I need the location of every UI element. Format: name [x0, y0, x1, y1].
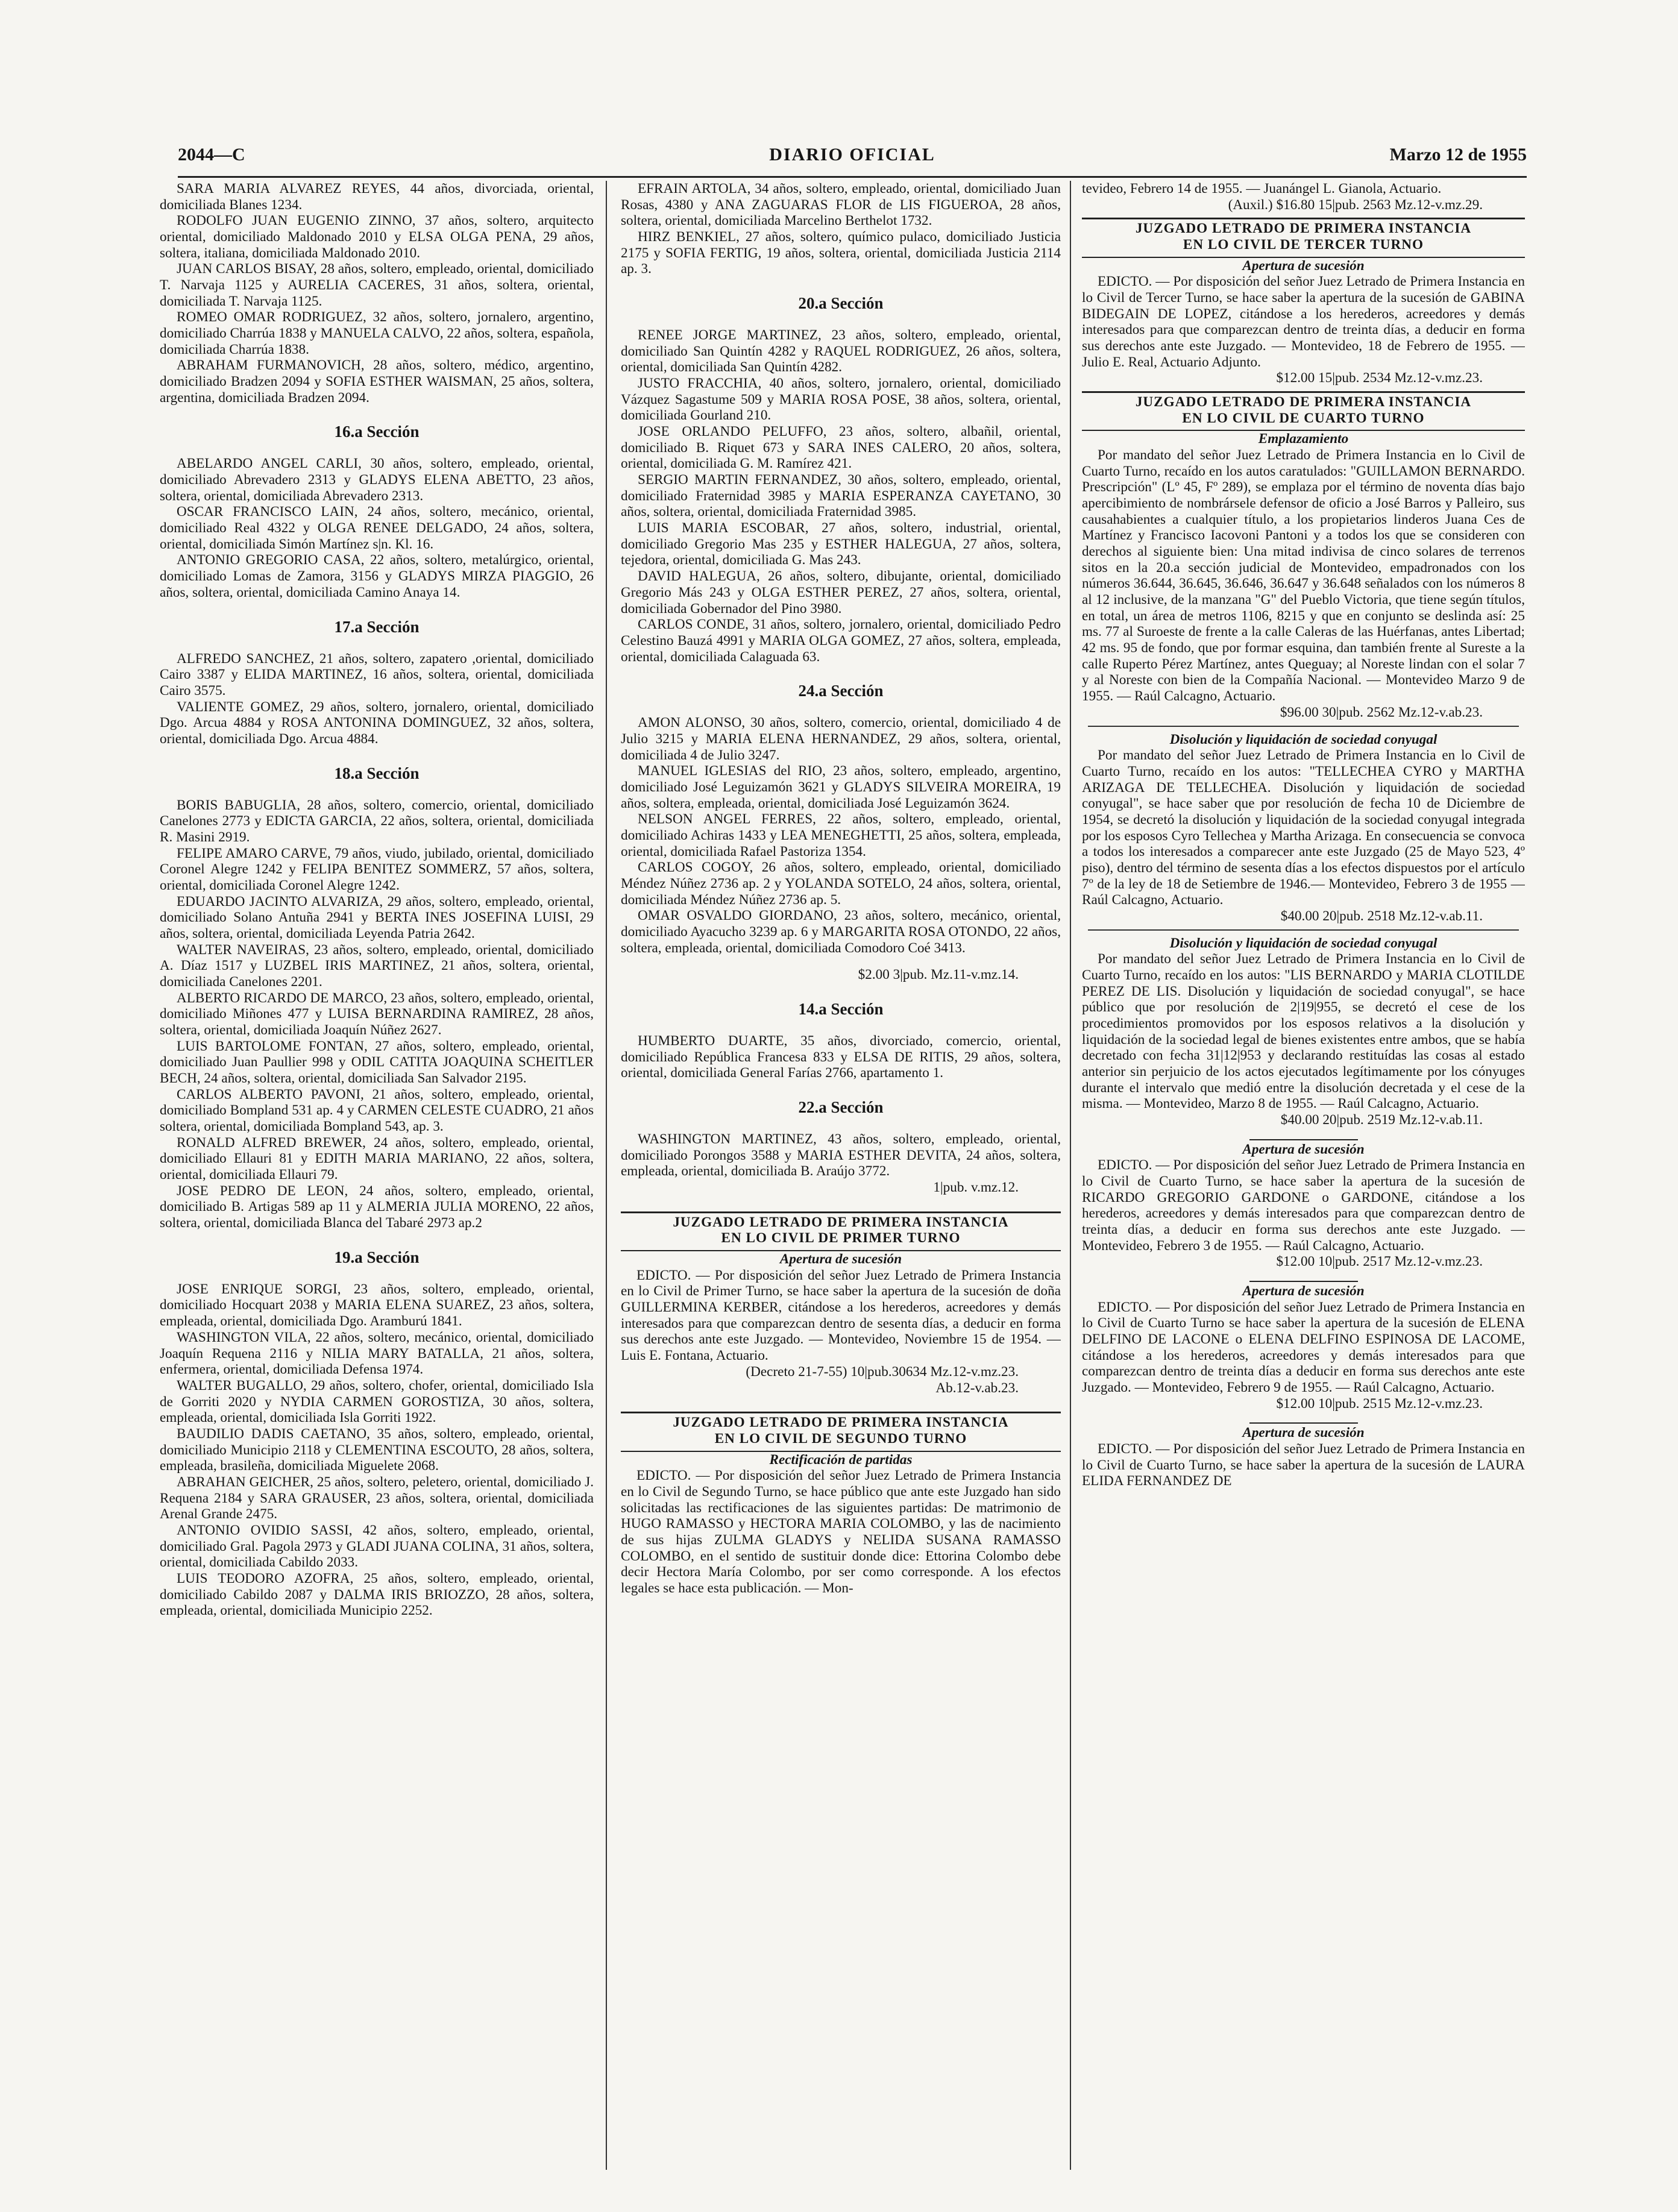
registry-entry: EDUARDO JACINTO ALVARIZA, 29 años, soltero, empleado, oriental, domiciliado Solano Antuña 2941 y BERTA INES JOSEFINA LUISI, 29 años, soltera, oriental, domiciliada Leyenda Patria 2642.	[160, 893, 594, 941]
registry-entry: JOSE ENRIQUE SORGI, 23 años, soltero, empleado, oriental, domiciliado Hocquart 2038 y MARIA ELENA SUAREZ, 23 años, soltera, empleada, oriental, domiciliada Dgo. Aramburú 1841.	[160, 1281, 594, 1330]
court-heading: JUZGADO LETRADO DE PRIMERA INSTANCIA	[673, 1415, 1009, 1431]
registry-entry: HUMBERTO DUARTE, 35 años, divorciado, comercio, oriental, domiciliado República Francesa 833 y ELSA DE RITIS, 29 años, soltera, oriental, domiciliada General Farías 2766, apartamento 1.	[621, 1033, 1061, 1081]
registry-entry: BORIS BABUGLIA, 28 años, soltero, comercio, oriental, domiciliado Canelones 2773 y EDICTA GARCIA, 22 años, soltera, oriental, domiciliada R. Masini 2919.	[160, 797, 594, 845]
notice-body: Por mandato del señor Juez Letrado de Primera Instancia en lo Civil de Cuarto Turno, recaído en los autos caratulados: "GUILLAMON BERNARDO. Prescripción" (Lº 45, Fº 289), se emplaza por el término de noventa días bajo apercibimiento de nombrársele defensor de oficio a José Barros y Palleiro, sus causahabientes a cualquier título, a los propietarios linderos Juana Ces de Martínez y Francisco Iacovoni Pantoni y a todos los que se consideren con derechos al siguiente bien: Una mitad indivisa de cinco solares de terrenos sitos en la 20.a sección judicial de Montevideo, empadronados con los números 36.644, 36.645, 36.646, 36.647 y 36.648 señalados con los números 8 al 12 inclusive, de la manzana "G" del Pueblo Victoria, que tiene según títulos, en total, un área de metros 1106, 8215 y que en conjunto se deslinda así: 25 ms. 77 al Suroeste de frente a la calle Caleras de las Huérfanas, antes Libertad; 42 ms. 95 de fondo, que por formar esquina, dan también frente al Sureste a la calle Ruperto Pérez Martínez, antes Queguay; al Noreste lindan con el solar 7 y al Noreste con bien de la Compañía Nacional. — Montevideo Marzo 9 de 1955. — Raúl Calcagno, Actuario.	[1082, 447, 1525, 705]
entry-list	[621, 181, 1061, 277]
court-heading: JUZGADO LETRADO DE PRIMERA INSTANCIA	[1135, 394, 1472, 410]
section-heading: 20.a Sección	[798, 294, 884, 313]
section-heading: 22.a Sección	[798, 1098, 884, 1117]
column-divider	[1070, 181, 1071, 2170]
registry-entry: RONALD ALFRED BREWER, 24 años, soltero, empleado, oriental, domiciliado Ellauri 81 y EDITH MARIA MARIANO, 22 años, soltera, oriental, domiciliada Ellauri 79.	[160, 1134, 594, 1183]
notice-subtitle: Emplazamiento	[1258, 431, 1349, 447]
registry-entry: LUIS MARIA ESCOBAR, 27 años, soltero, industrial, oriental, domiciliado Gregorio Mas 235 y ESTHER HALEGUA, 27 años, soltera, tejedora, oriental, domiciliada G. Mas 243.	[621, 520, 1061, 568]
section-heading: 18.a Sección	[334, 764, 420, 782]
entry-list	[621, 327, 1061, 665]
registry-entry: ANTONIO OVIDIO SASSI, 42 años, soltero, empleado, oriental, domiciliado Gral. Pagola 2973 y GLADI JUANA COLINA, 31 años, soltera, oriental, domiciliada Cabildo 2033.	[160, 1522, 594, 1571]
registry-entry: WASHINGTON VILA, 22 años, soltero, mecánico, oriental, domiciliado Joaquín Requena 2116 y NILIA MARY BATALLA, 21 años, soltera, enfermera, oriental, domiciliada Defensa 1974.	[160, 1329, 594, 1378]
entry-list	[160, 1281, 594, 1619]
column-left	[160, 181, 594, 2188]
notice-body: EDICTO. — Por disposición del señor Juez Letrado de Primera Instancia en lo Civil de Segundo Turno, se hace público que ante este Juzgado han sido solicitadas las rectificaciones de las siguientes partidas: De matrimonio de HUGO RAMASSO y HECTORA MARIA COLOMBO, y las de nacimiento de sus hijas ZULMA GLADYS y NELIDA SUSANA RAMASSO COLOMBO, en el sentido de sustituir donde dice: Ettorina Colombo debe decir Hectora María Colombo, por ser como corresponde. A los efectos legales se hace esta publicación. — Mon-	[621, 1468, 1061, 1596]
court-notice	[621, 1412, 1061, 1451]
publication-line: (Auxil.) $16.80 15|pub. 2563 Mz.12-v.mz.29.	[1228, 196, 1483, 213]
registry-entry: WALTER NAVEIRAS, 23 años, soltero, empleado, oriental, domiciliado A. Díaz 1517 y LUZBEL IRIS MARTINEZ, 21 años, soltera, oriental, domiciliada Canelones 2201.	[160, 941, 594, 990]
column-right	[1082, 181, 1525, 2188]
column-middle	[621, 181, 1061, 2188]
publication-line: $96.00 30|pub. 2562 Mz.12-v.ab.23.	[1280, 704, 1483, 720]
column-divider	[606, 181, 607, 2170]
registry-entry: MANUEL IGLESIAS del RIO, 23 años, soltero, empleado, argentino, domiciliado José Leguizamón 3621 y GLADYS SILVEIRA MOREIRA, 19 años, soltera, empleada, oriental, domiciliada José Leguizamón 3624.	[621, 763, 1061, 811]
entry-list	[621, 715, 1061, 956]
page-number: 2044—C	[178, 145, 245, 165]
registry-entry: EFRAIN ARTOLA, 34 años, soltero, empleado, oriental, domiciliado Juan Rosas, 4380 y ANA ZAGUARAS FLOR de LIS FIGUEROA, 28 años, soltera, oriental, domiciliada Marcelino Berthelot 1732.	[621, 181, 1061, 229]
entry-list	[160, 797, 594, 1231]
registry-entry: SARA MARIA ALVAREZ REYES, 44 años, divorciada, oriental, domiciliada Blanes 1234.	[160, 181, 594, 213]
court-heading: JUZGADO LETRADO DE PRIMERA INSTANCIA	[673, 1214, 1009, 1230]
notice-subtitle: Apertura de sucesión	[1242, 1283, 1365, 1299]
registry-entry: AMON ALONSO, 30 años, soltero, comercio, oriental, domiciliado 4 de Julio 3215 y MARIA ELENA HERNANDEZ, 29 años, soltera, oriental, domiciliada 4 de Julio 3247.	[621, 715, 1061, 763]
publication-line: $12.00 15|pub. 2534 Mz.12-v.mz.23.	[1276, 370, 1483, 386]
registry-entry: DAVID HALEGUA, 26 años, soltero, dibujante, oriental, domiciliado Gregorio Más 243 y OLGA ESTHER PEREZ, 27 años, soltera, oriental, domiciliada Gobernador del Pino 3980.	[621, 568, 1061, 617]
section-heading: 14.a Sección	[798, 999, 884, 1018]
registry-entry: HIRZ BENKIEL, 27 años, soltero, químico pulaco, domiciliado Justicia 2175 y SOFIA FERTIG, 19 años, soltera, oriental, domiciliada Justicia 2114 ap. 3.	[621, 229, 1061, 277]
publication-line: $12.00 10|pub. 2517 Mz.12-v.mz.23.	[1276, 1254, 1483, 1270]
notice-subtitle: Apertura de sucesión	[1242, 1141, 1365, 1157]
registry-entry: RENEE JORGE MARTINEZ, 23 años, soltero, empleado, oriental, domiciliado San Quintín 4282 y RAQUEL RODRIGUEZ, 26 años, soltera, oriental, domiciliada San Quintín 4282.	[621, 327, 1061, 375]
registry-entry: ABELARDO ANGEL CARLI, 30 años, soltero, empleado, oriental, domiciliado Abrevadero 2313 y GLADYS ELENA ABETTO, 23 años, soltera, oriental, domiciliada Abrevadero 2313.	[160, 456, 594, 504]
court-notice	[1082, 391, 1525, 431]
court-notice	[621, 1211, 1061, 1251]
registry-entry: JUAN CARLOS BISAY, 28 años, soltero, empleado, oriental, domiciliado T. Narvaja 1125 y AURELIA CACERES, 31 años, soltera, oriental, domiciliada T. Narvaja 1125.	[160, 261, 594, 309]
journal-title: DIARIO OFICIAL	[769, 145, 935, 165]
court-heading: EN LO CIVIL DE PRIMER TURNO	[721, 1230, 961, 1246]
court-heading: EN LO CIVIL DE SEGUNDO TURNO	[714, 1430, 967, 1447]
section-heading: 24.a Sección	[798, 682, 884, 700]
notice-subtitle: Disolución y liquidación de sociedad conyugal	[1169, 935, 1438, 951]
registry-entry: CARLOS CONDE, 31 años, soltero, jornalero, oriental, domiciliado Pedro Celestino Bauzá 4991 y MARIA OLGA GOMEZ, 27 años, soltera, empleada, oriental, domiciliada Calaguada 63.	[621, 617, 1061, 665]
registry-entry: ROMEO OMAR RODRIGUEZ, 32 años, soltero, jornalero, argentino, domiciliado Charrúa 1838 y MANUELA CALVO, 22 años, soltera, española, domiciliada Charrúa 1838.	[160, 309, 594, 357]
registry-entry: CARLOS COGOY, 26 años, soltero, empleado, oriental, domiciliado Méndez Núñez 2736 ap. 2 y YOLANDA SOTELO, 24 años, soltera, oriental, domiciliada Méndez Núñez 2736 ap. 5.	[621, 859, 1061, 908]
registry-entry: ALFREDO SANCHEZ, 21 años, soltero, zapatero ,oriental, domiciliado Cairo 3387 y ELIDA MARTINEZ, 16 años, soltera, oriental, domiciliada Cairo 3575.	[160, 650, 594, 699]
notice-subtitle: Apertura de sucesión	[779, 1251, 902, 1268]
notice-body: tevideo, Febrero 14 de 1955. — Juanángel L. Gianola, Actuario.	[1082, 181, 1442, 196]
registry-entry: ABRAHAM FURMANOVICH, 28 años, soltero, médico, argentino, domiciliado Bradzen 2094 y SOFIA ESTHER WAISMAN, 25 años, soltera, argentina, domiciliada Bradzen 2094.	[160, 357, 594, 406]
publication-line: 1|pub. v.mz.12.	[933, 1180, 1019, 1196]
registry-entry: OSCAR FRANCISCO LAIN, 24 años, soltero, mecánico, oriental, domiciliado Real 4322 y OLGA RENEE DELGADO, 24 años, soltera, oriental, domiciliada Simón Martínez s|n. Kl. 16.	[160, 504, 594, 552]
notice-body: EDICTO. — Por disposición del señor Juez Letrado de Primera Instancia en lo Civil de Primer Turno, se hace saber la apertura de la sucesión de doña GUILLERMINA KERBER, citándose a los herederos, acreedores y demás interesados para que comparezcan dentro de sesenta días, a deducir en forma sus derechos ante este Juzgado. — Montevideo, Noviembre 15 de 1954. — Luis E. Fontana, Actuario.	[621, 1267, 1061, 1364]
publication-line: $40.00 20|pub. 2518 Mz.12-v.ab.11.	[1280, 908, 1483, 924]
section-heading: 17.a Sección	[334, 617, 420, 636]
section-heading: 16.a Sección	[334, 423, 420, 441]
court-heading: JUZGADO LETRADO DE PRIMERA INSTANCIA	[1135, 221, 1472, 237]
notice-subtitle: Rectificación de partidas	[769, 1451, 913, 1468]
registry-entry: RODOLFO JUAN EUGENIO ZINNO, 37 años, soltero, arquitecto oriental, domiciliado Maldonado 2010 y ELSA OLGA PENA, 29 años, soltera, italiana, domiciliada Maldonado 2010.	[160, 213, 594, 261]
registry-entry: ALBERTO RICARDO DE MARCO, 23 años, soltero, empleado, oriental, domiciliado Miñones 477 y LUISA BERNARDINA RAMIREZ, 28 años, soltera, oriental, domiciliada Joaquín Núñez 2627.	[160, 990, 594, 1038]
notice-body: Por mandato del señor Juez Letrado de Primera Instancia en lo Civil de Cuarto Turno, recaído en los autos: "LIS BERNARDO y MARIA CLOTILDE PEREZ DE LIS. Disolución y liquidación de sociedad conyugal", se hace público que por resolución de 2|19|955, se decretó el cese de los procedimientos promovidos por los esposos relativos a la disolución y liquidación de la sociedad legal de bienes existentes entre ambos, que se había decretado con fecha 31|12|953 y declarando restituídas las cosas al estado anterior sin perjuicio de los actos ejecutados legítimamente por los cónyuges durante el intervalo que medió entre la disolución decretada y el cese de la misma. — Montevideo, Marzo 8 de 1955. — Raúl Calcagno, Actuario.	[1082, 951, 1525, 1112]
publication-line: $40.00 20|pub. 2519 Mz.12-v.ab.11.	[1280, 1111, 1483, 1128]
registry-entry: FELIPE AMARO CARVE, 79 años, viudo, jubilado, oriental, domiciliado Coronel Alegre 1242 y FELIPA BENITEZ SOMMERZ, 57 años, soltera, oriental, domiciliada Coronel Alegre 1242.	[160, 845, 594, 893]
registry-entry: WALTER BUGALLO, 29 años, soltero, chofer, oriental, domiciliado Isla de Gorriti 2020 y NYDIA CARMEN GOROSTIZA, 30 años, soltera, empleada, oriental, domiciliada Isla Gorriti 1922.	[160, 1377, 594, 1426]
notice-body: Por mandato del señor Juez Letrado de Primera Instancia en lo Civil de Cuarto Turno, recaído en los autos: "TELLECHEA CYRO y MARTHA ARIZAGA DE TELLECHEA. Disolución y liquidación de sociedad conyugal", se hace saber que por resolución de fecha 10 de Diciembre de 1954, se decretó la disolución y liquidación de la sociedad conyugal integrada por los esposos Cyro Tellechea y Martha Arizaga. En consecuencia se convoca a todos los interesados a comparecer ante este Juzgado (25 de Mayo 523, 4º piso), dentro del término de sesenta días a los efectos dispuestos por el artículo 7º de la ley de 18 de Setiembre de 1946.— Montevideo, Febrero 3 de 1955 — Raúl Calcagno, Actuario.	[1082, 747, 1525, 908]
notice-subtitle: Disolución y liquidación de sociedad conyugal	[1169, 731, 1438, 747]
section-heading: 19.a Sección	[334, 1248, 420, 1266]
entry-list	[621, 1131, 1061, 1180]
registry-entry: VALIENTE GOMEZ, 29 años, soltero, jornalero, oriental, domiciliado Dgo. Arcua 4884 y ROSA ANTONINA DOMINGUEZ, 32 años, soltera, oriental, domiciliada Dgo. Arcua 4884.	[160, 699, 594, 747]
registry-entry: CARLOS ALBERTO PAVONI, 21 años, soltero, empleado, oriental, domiciliado Bompland 531 ap. 4 y CARMEN CELESTE CUADRO, 21 años soltera, oriental, domiciliada Bompland 543, ap. 3.	[160, 1086, 594, 1135]
page-header	[178, 145, 1527, 175]
registry-entry: ANTONIO GREGORIO CASA, 22 años, soltero, metalúrgico, oriental, domiciliado Lomas de Zamora, 3156 y GLADYS MIRZA PIAGGIO, 26 años, soltera, oriental, domiciliada Camino Anaya 14.	[160, 552, 594, 600]
registry-entry: NELSON ANGEL FERRES, 22 años, soltero, empleado, oriental, domiciliado Achiras 1433 y LEA MENEGHETTI, 25 años, soltera, empleada, oriental, domiciliada Rafael Pastoriza 1354.	[621, 811, 1061, 859]
publication-line: (Decreto 21-7-55) 10|pub.30634 Mz.12-v.mz.23.	[746, 1363, 1019, 1380]
registry-entry: LUIS BARTOLOME FONTAN, 27 años, soltero, empleado, oriental, domiciliado Juan Paullier 998 y ODIL CATITA JOAQUINA SCHEITLER BECH, 24 años, soltera, oriental, domiciliada San Salvador 2195.	[160, 1038, 594, 1087]
court-heading: EN LO CIVIL DE CUARTO TURNO	[1182, 410, 1425, 426]
registry-entry: BAUDILIO DADIS CAETANO, 35 años, soltero, empleado, oriental, domiciliado Municipio 2118 y CLEMENTINA ESCOUTO, 28 años, soltera, empleada, brasileña, domiciliada Miguelete 2068.	[160, 1425, 594, 1474]
issue-date: Marzo 12 de 1955	[1389, 145, 1527, 165]
header-rule	[178, 176, 1527, 178]
notice-subtitle: Apertura de sucesión	[1242, 257, 1365, 274]
registry-entry: WASHINGTON MARTINEZ, 43 años, soltero, empleado, oriental, domiciliado Porongos 3588 y MARIA ESTHER DEVITA, 24 años, soltera, empleada, oriental, domiciliada B. Araújo 3772.	[621, 1131, 1061, 1180]
notice-subtitle: Apertura de sucesión	[1242, 1425, 1365, 1441]
registry-entry: ABRAHAN GEICHER, 25 años, soltero, peletero, oriental, domiciliado J. Requena 2184 y SARA GRAUSER, 23 años, soltera, oriental, domiciliada Arenal Grande 2475.	[160, 1474, 594, 1522]
publication-line: $2.00 3|pub. Mz.11-v.mz.14.	[858, 967, 1019, 983]
publication-line: Ab.12-v.ab.23.	[935, 1380, 1019, 1396]
entry-list	[160, 651, 594, 747]
entry-list	[160, 181, 594, 406]
registry-entry: JUSTO FRACCHIA, 40 años, soltero, jornalero, oriental, domiciliado Vázquez Sagastume 509 y MARIA ROSA POSE, 38 años, soltera, oriental, domiciliada Gourland 210.	[621, 375, 1061, 424]
notice-body: EDICTO. — Por disposición del señor Juez Letrado de Primera Instancia en lo Civil de Cuarto Turno, se hace saber la apertura de la sucesión de RICARDO GREGORIO GARDONE o GARDONE, citándose a los herederos, acreedores y demás interesados para que comparezcan dentro de treinta días, a deducir en forma sus derechos ante este Juzgado. — Montevideo, Febrero 3 de 1955. — Raúl Calcagno, Actuario.	[1082, 1157, 1525, 1254]
notice-body: EDICTO. — Por disposición del señor Juez Letrado de Primera Instancia en lo Civil de Cuarto Turno se hace saber la apertura de la sucesión de ELENA DELFINO DE LACONE o ELENA DELFINO ESPINOSA DE LACOME, citándose a los herederos, acreedores y demás interesados para que comparezcan dentro de treinta días a deducir en forma sus derechos ante este Juzgado. — Montevideo, Febrero 9 de 1955. — Raúl Calcagno, Actuario.	[1082, 1299, 1525, 1396]
entry-list	[160, 456, 594, 600]
court-notice	[1082, 218, 1525, 257]
registry-entry: SERGIO MARTIN FERNANDEZ, 30 años, soltero, empleado, oriental, domiciliado Fraternidad 3985 y MARIA ESPERANZA CAYETANO, 30 años, soltera, oriental, domiciliada Fraternidad 3985.	[621, 472, 1061, 520]
registry-entry: OMAR OSVALDO GIORDANO, 23 años, soltero, mecánico, oriental, domiciliado Ayacucho 3239 ap. 6 y MARGARITA ROSA OTONDO, 22 años, soltera, empleada, oriental, domiciliada Comodoro Coé 3413.	[621, 908, 1061, 956]
notice-body: EDICTO. — Por disposición del señor Juez Letrado de Primera Instancia en lo Civil de Cuarto Turno, se hace saber la apertura de la sucesión de LAURA ELIDA FERNANDEZ DE	[1082, 1441, 1525, 1489]
entry-list	[621, 1033, 1061, 1081]
notice-body: EDICTO. — Por disposición del señor Juez Letrado de Primera Instancia en lo Civil de Tercer Turno, se hace saber la apertura de la sucesión de GABINA BIDEGAIN DE LOPEZ, citándose a los herederos, acreedores y demás interesados para que comparezcan dentro de treinta días, a deducir en forma sus derechos ante este Juzgado. — Montevideo, 18 de Febrero de 1955. — Julio E. Real, Actuario Adjunto.	[1082, 274, 1525, 370]
registry-entry: JOSE PEDRO DE LEON, 24 años, soltero, empleado, oriental, domiciliado B. Artigas 589 ap 11 y ALMERIA JULIA MORENO, 22 años, soltera, oriental, domiciliada Blanca del Tabaré 2973 ap.2	[160, 1183, 594, 1231]
registry-entry: JOSE ORLANDO PELUFFO, 23 años, soltero, albañil, oriental, domiciliado B. Riquet 673 y SARA INES CALERO, 20 años, soltera, oriental, domiciliada G. M. Ramírez 421.	[621, 424, 1061, 472]
publication-line: $12.00 10|pub. 2515 Mz.12-v.mz.23.	[1276, 1395, 1483, 1412]
registry-entry: LUIS TEODORO AZOFRA, 25 años, soltero, empleado, oriental, domiciliado Cabildo 2087 y DALMA IRIS BRIOZZO, 28 años, soltera, empleada, oriental, domiciliada Municipio 2252.	[160, 1570, 594, 1619]
court-heading: EN LO CIVIL DE TERCER TURNO	[1183, 237, 1424, 253]
